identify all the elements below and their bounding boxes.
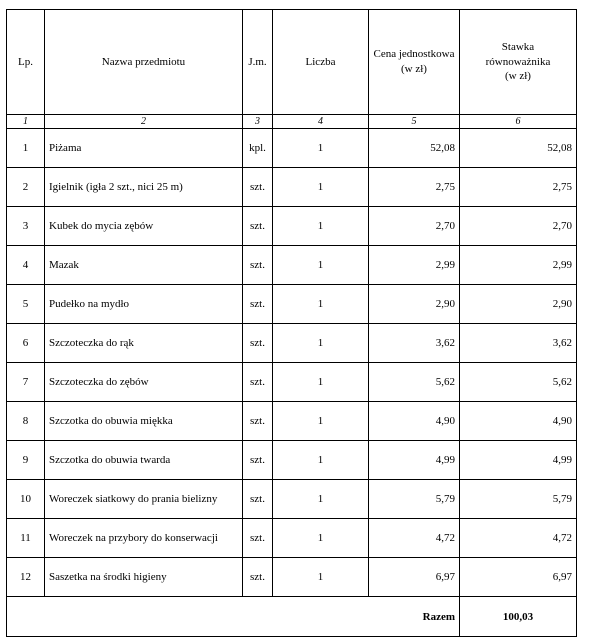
row-name: Woreczek siatkowy do prania bielizny	[45, 480, 243, 519]
row-lp: 7	[7, 363, 45, 402]
row-count: 1	[273, 246, 369, 285]
column-number: 4	[273, 115, 369, 129]
row-lp: 11	[7, 519, 45, 558]
row-rate: 5,62	[460, 363, 577, 402]
row-count: 1	[273, 558, 369, 597]
row-lp: 5	[7, 285, 45, 324]
row-price: 4,90	[369, 402, 460, 441]
row-name: Szczoteczka do zębów	[45, 363, 243, 402]
row-rate: 4,72	[460, 519, 577, 558]
column-number: 2	[45, 115, 243, 129]
table-row	[7, 324, 577, 363]
row-unit: szt.	[243, 324, 273, 363]
row-count: 1	[273, 441, 369, 480]
row-name: Szczoteczka do rąk	[45, 324, 243, 363]
row-price: 4,72	[369, 519, 460, 558]
row-name: Woreczek na przybory do konserwacji	[45, 519, 243, 558]
row-count: 1	[273, 285, 369, 324]
row-lp: 6	[7, 324, 45, 363]
row-unit: szt.	[243, 558, 273, 597]
column-number: 5	[369, 115, 460, 129]
row-price: 2,70	[369, 207, 460, 246]
items-table	[6, 9, 577, 637]
row-name: Piżama	[45, 129, 243, 168]
row-rate: 3,62	[460, 324, 577, 363]
row-count: 1	[273, 480, 369, 519]
row-count: 1	[273, 129, 369, 168]
row-count: 1	[273, 324, 369, 363]
total-row	[7, 597, 577, 637]
row-unit: szt.	[243, 480, 273, 519]
table-row	[7, 285, 577, 324]
row-count: 1	[273, 402, 369, 441]
header-rate: Stawka równoważnika (w zł)	[460, 10, 577, 115]
row-rate: 2,90	[460, 285, 577, 324]
total-label: Razem	[7, 597, 460, 637]
row-count: 1	[273, 207, 369, 246]
row-lp: 2	[7, 168, 45, 207]
table-body	[7, 129, 577, 597]
row-unit: szt.	[243, 441, 273, 480]
row-lp: 8	[7, 402, 45, 441]
row-price: 2,90	[369, 285, 460, 324]
header-count: Liczba	[273, 10, 369, 115]
total-value: 100,03	[460, 597, 577, 637]
row-lp: 10	[7, 480, 45, 519]
row-name: Kubek do mycia zębów	[45, 207, 243, 246]
header-lp: Lp.	[7, 10, 45, 115]
header-row	[7, 10, 577, 115]
row-price: 3,62	[369, 324, 460, 363]
row-unit: szt.	[243, 519, 273, 558]
row-rate: 2,99	[460, 246, 577, 285]
row-lp: 9	[7, 441, 45, 480]
row-price: 4,99	[369, 441, 460, 480]
row-rate: 2,75	[460, 168, 577, 207]
column-number: 6	[460, 115, 577, 129]
header-name: Nazwa przedmiotu	[45, 10, 243, 115]
row-rate: 6,97	[460, 558, 577, 597]
column-number: 1	[7, 115, 45, 129]
row-rate: 4,99	[460, 441, 577, 480]
row-unit: kpl.	[243, 129, 273, 168]
row-name: Pudełko na mydło	[45, 285, 243, 324]
row-count: 1	[273, 363, 369, 402]
header-price: Cena jednostkowa (w zł)	[369, 10, 460, 115]
row-unit: szt.	[243, 285, 273, 324]
row-price: 2,75	[369, 168, 460, 207]
row-rate: 52,08	[460, 129, 577, 168]
row-lp: 12	[7, 558, 45, 597]
table-row	[7, 168, 577, 207]
table-row	[7, 207, 577, 246]
column-number-row	[7, 115, 577, 129]
table-row	[7, 558, 577, 597]
row-price: 6,97	[369, 558, 460, 597]
row-rate: 2,70	[460, 207, 577, 246]
row-name: Saszetka na środki higieny	[45, 558, 243, 597]
table-row	[7, 363, 577, 402]
row-unit: szt.	[243, 402, 273, 441]
row-unit: szt.	[243, 207, 273, 246]
row-lp: 1	[7, 129, 45, 168]
table-row	[7, 402, 577, 441]
row-name: Szczotka do obuwia twarda	[45, 441, 243, 480]
row-price: 5,79	[369, 480, 460, 519]
row-price: 52,08	[369, 129, 460, 168]
row-unit: szt.	[243, 246, 273, 285]
table-row	[7, 129, 577, 168]
column-number: 3	[243, 115, 273, 129]
row-name: Igielnik (igła 2 szt., nici 25 m)	[45, 168, 243, 207]
row-price: 2,99	[369, 246, 460, 285]
row-lp: 3	[7, 207, 45, 246]
table-row	[7, 519, 577, 558]
row-rate: 5,79	[460, 480, 577, 519]
row-unit: szt.	[243, 168, 273, 207]
table-row	[7, 441, 577, 480]
row-price: 5,62	[369, 363, 460, 402]
table-row	[7, 246, 577, 285]
row-lp: 4	[7, 246, 45, 285]
row-rate: 4,90	[460, 402, 577, 441]
row-count: 1	[273, 519, 369, 558]
row-unit: szt.	[243, 363, 273, 402]
header-unit: J.m.	[243, 10, 273, 115]
row-count: 1	[273, 168, 369, 207]
row-name: Szczotka do obuwia miękka	[45, 402, 243, 441]
table-row	[7, 480, 577, 519]
row-name: Mazak	[45, 246, 243, 285]
